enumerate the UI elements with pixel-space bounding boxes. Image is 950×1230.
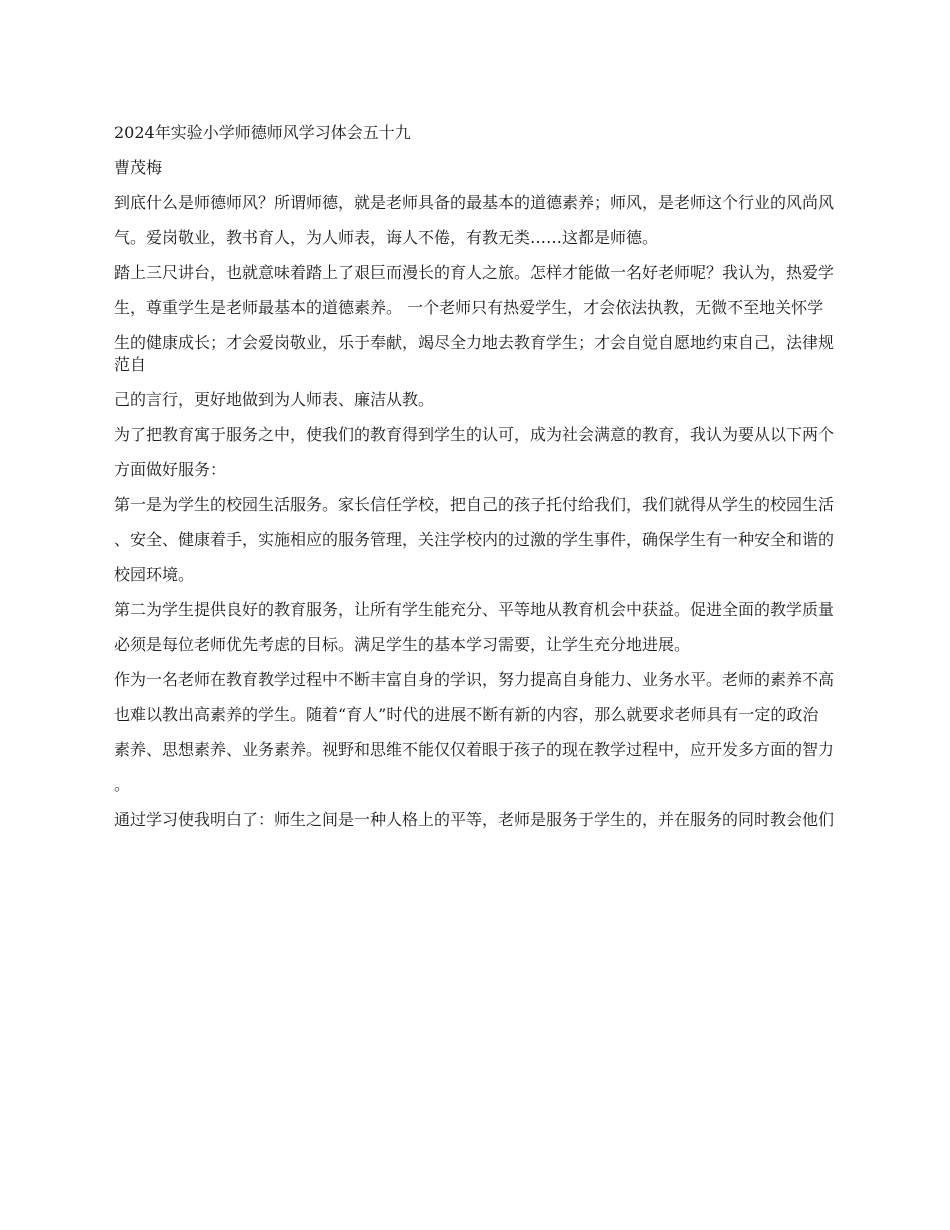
paragraph-line: 己的言行，更好地做到为人师表、廉洁从教。 (114, 390, 435, 409)
paragraph-line: 必须是每位老师优先考虑的目标。满足学生的基本学习需要，让学生充分地进展。 (114, 635, 691, 654)
paragraph-line: 为了把教育寓于服务之中，使我们的教育得到学生的认可，成为社会满意的教育，我认为要从以下两个 (114, 425, 835, 444)
paragraph-line: 生，尊重学生是老师最基本的道德素养。 一个老师只有热爱学生，才会依法执教，无微不至地关怀学 (114, 298, 824, 317)
document-page (114, 122, 842, 844)
paragraph-line: 校园环境。 (114, 565, 195, 584)
paragraph-line: 也难以教出高素养的学生。随着“育人”时代的进展不断有新的内容，那么就要求老师具有一定的政治 (114, 705, 819, 724)
paragraph-line: 、安全、健康着手，实施相应的服务管理，关注学校内的过激的学生事件，确保学生有一种安全和谐的 (114, 530, 835, 549)
paragraph-line: 生的健康成长；才会爱岗敬业，乐于奉献，竭尽全力地去教育学生；才会自觉自愿地约束自己，法律规范自 (114, 333, 835, 374)
paragraph-line: 踏上三尺讲台，也就意味着踏上了艰巨而漫长的育人之旅。怎样才能做一名好老师呢？我认为，热爱学 (114, 263, 835, 282)
paragraph-line: 到底什么是师德师风？所谓师德，就是老师具备的最基本的道德素养；师风，是老师这个行业的风尚风 (114, 193, 835, 212)
paragraph-line: 第二为学生提供良好的教育服务，让所有学生能充分、平等地从教育机会中获益。促进全面的教学质量 (114, 600, 835, 619)
paragraph-line: 素养、思想素养、业务素养。视野和思维不能仅仅着眼于孩子的现在教学过程中，应开发多方面的智力 (114, 740, 835, 759)
paragraph-line: 。 (114, 775, 131, 794)
document-author: 曹茂梅 (114, 158, 163, 177)
paragraph-line: 通过学习使我明白了：师生之间是一种人格上的平等，老师是服务于学生的，并在服务的同时教会他们 (114, 810, 835, 829)
paragraph-line: 气。爱岗敬业，教书育人，为人师表，诲人不倦，有教无类……这都是师德。 (114, 228, 659, 247)
paragraph-line: 方面做好服务： (114, 460, 227, 479)
document-title: 2024年实验小学师德师风学习体会五十九 (114, 123, 411, 142)
paragraph-line: 第一是为学生的校园生活服务。家长信任学校，把自己的孩子托付给我们，我们就得从学生的校园生活 (114, 495, 835, 514)
paragraph-line: 作为一名老师在教育教学过程中不断丰富自身的学识，努力提高自身能力、业务水平。老师的素养不高 (114, 670, 835, 689)
